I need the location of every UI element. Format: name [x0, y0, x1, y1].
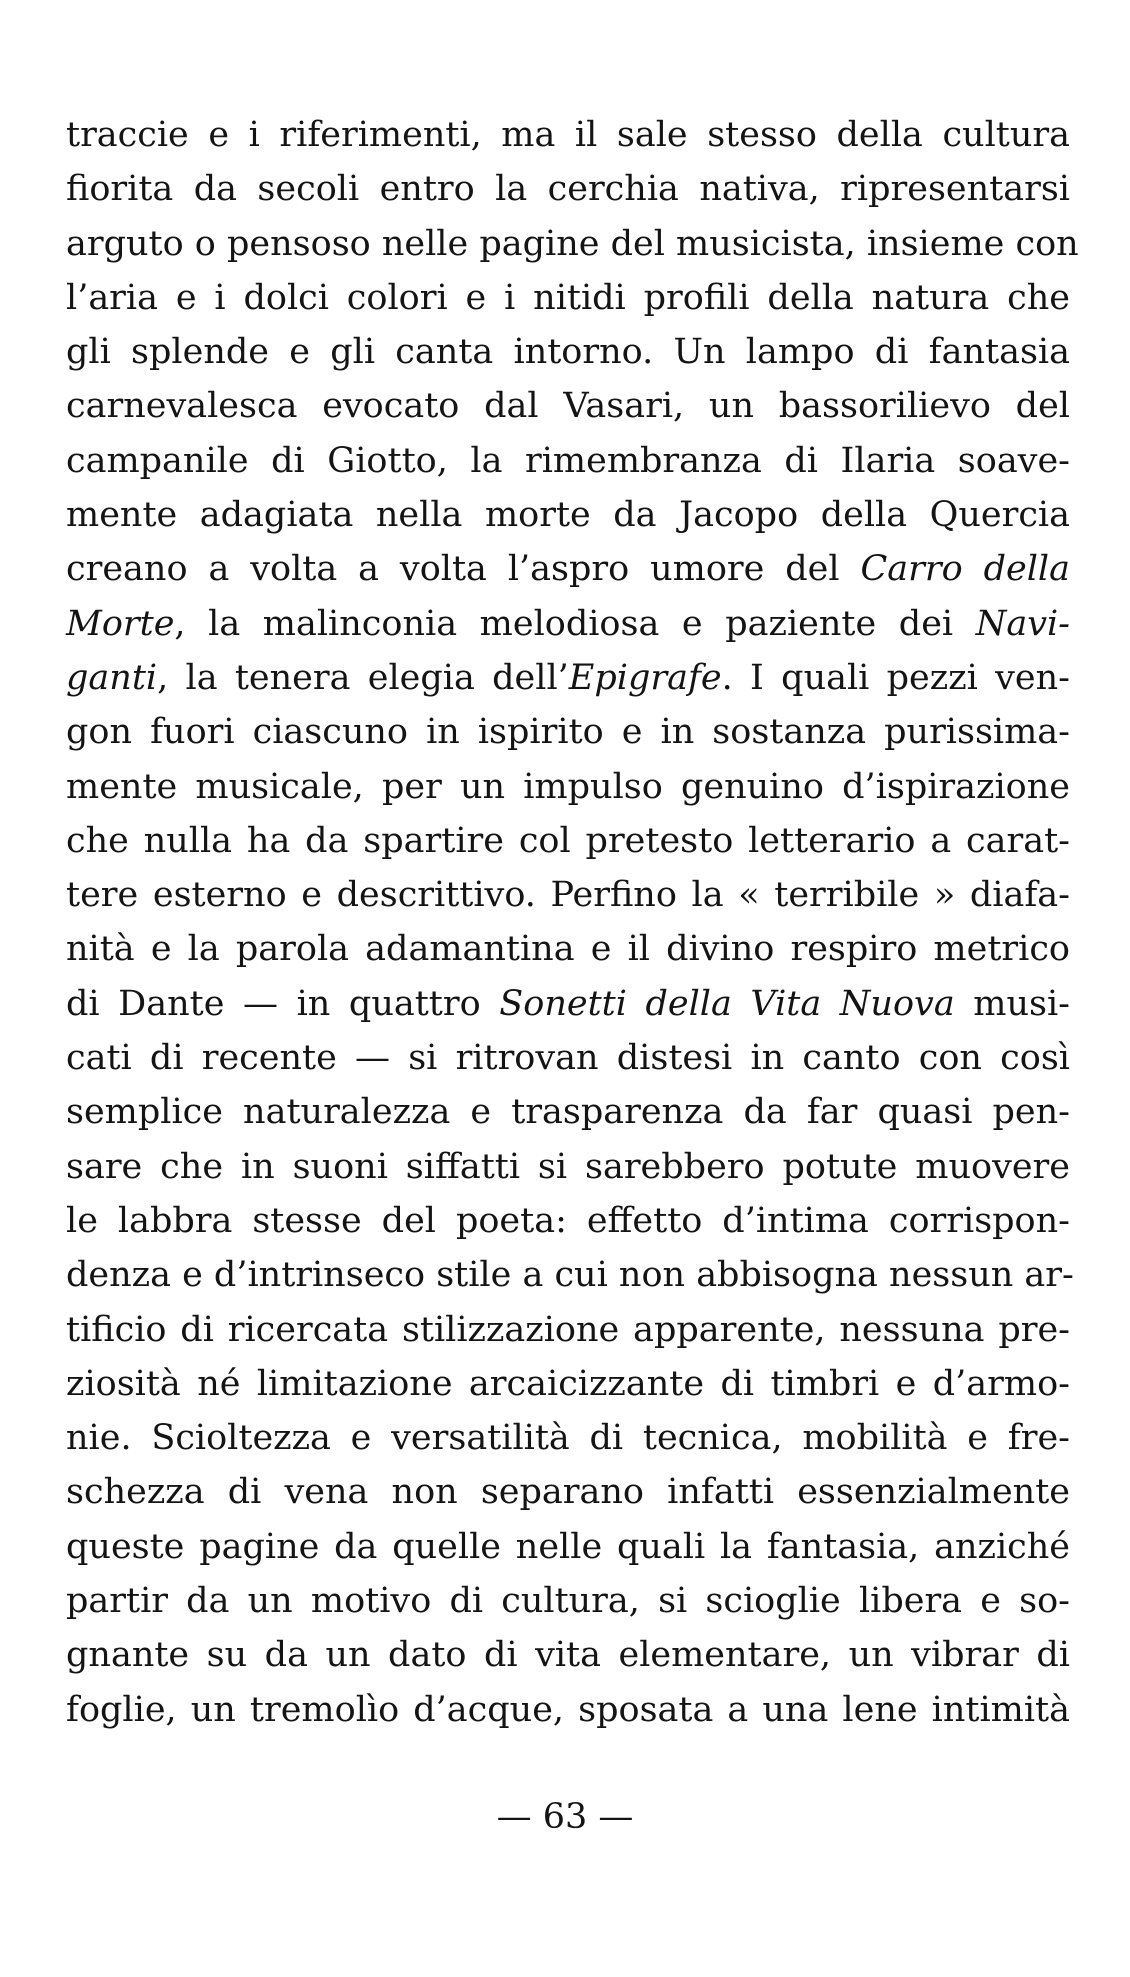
text-line: traccie e i riferimenti, ma il sale stesso della cultura	[66, 115, 1070, 155]
text-line: mente adagiata nella morte da Jacopo della Quercia	[66, 495, 1070, 536]
text-line: ziosità né limitazione arcaicizzante di timbri e d’armo-	[66, 1363, 1070, 1404]
text-line: mente musicale, per un impulso genuino d’ispirazione	[66, 766, 1070, 807]
text-line: fiorita da secoli entro la cerchia nativa, ripresentarsi	[66, 169, 1070, 210]
text-line: gli splende e gli canta intorno. Un lampo di fantasia	[66, 332, 1070, 373]
text-line: che nulla ha da spartire col pretesto letterario a carat-	[66, 820, 1070, 861]
text-line: nità e la parola adamantina e il divino respiro metrico	[66, 929, 1070, 970]
text-line: nie. Scioltezza e versatilità di tecnica, mobilità e fre-	[66, 1418, 1070, 1459]
text-line: partir da un motivo di cultura, si scioglie libera e so-	[66, 1581, 1070, 1622]
text-line: gnante su da un dato di vita elementare, un vibrar di	[66, 1635, 1070, 1676]
text-line: foglie, un tremolìo d’acque, sposata a una lene intimità	[66, 1689, 1070, 1730]
text-line: sare che in suoni siffatti si sarebbero potute muovere	[66, 1146, 1070, 1187]
text-line: ganti, la tenera elegia dell’Epigrafe. I quali pezzi ven-	[66, 657, 1070, 698]
text-line: campanile di Giotto, la rimembranza di Ilaria soave-	[66, 440, 1070, 481]
text-line: gon fuori ciascuno in ispirito e in sostanza purissima-	[66, 712, 1070, 753]
text-line: queste pagine da quelle nelle quali la fantasia, anziché	[66, 1526, 1070, 1567]
text-line: l’aria e i dolci colori e i nitidi profili della natura che	[66, 277, 1070, 318]
text-line: Morte, la malinconia melodiosa e paziente dei Navi-	[66, 603, 1070, 644]
text-line: carnevalesca evocato dal Vasari, un bassorilievo del	[66, 386, 1070, 427]
text-line: tificio di ricercata stilizzazione apparente, nessuna pre-	[66, 1309, 1070, 1350]
text-line: le labbra stesse del poeta: effetto d’intima corrispon-	[66, 1200, 1070, 1241]
text-line: arguto o pensoso nelle pagine del musicista, insieme con	[66, 223, 1079, 264]
text-line: creano a volta a volta l’aspro umore del Carro della	[66, 549, 1070, 590]
text-line: tere esterno e descrittivo. Perfino la « terribile » diafa-	[66, 875, 1070, 916]
text-line: di Dante — in quattro Sonetti della Vita Nuova musi-	[66, 983, 1070, 1024]
text-line: semplice naturalezza e trasparenza da far quasi pen-	[66, 1092, 1070, 1133]
text-line: denza e d’intrinseco stile a cui non abbisogna nessun ar-	[66, 1255, 1074, 1296]
text-line: schezza di vena non separano infatti essenzialmente	[66, 1472, 1070, 1513]
text-line: cati di recente — si ritrovan distesi in canto con così	[66, 1038, 1070, 1079]
body-text	[66, 108, 1079, 1737]
page-number: — 63 —	[496, 1797, 634, 1837]
